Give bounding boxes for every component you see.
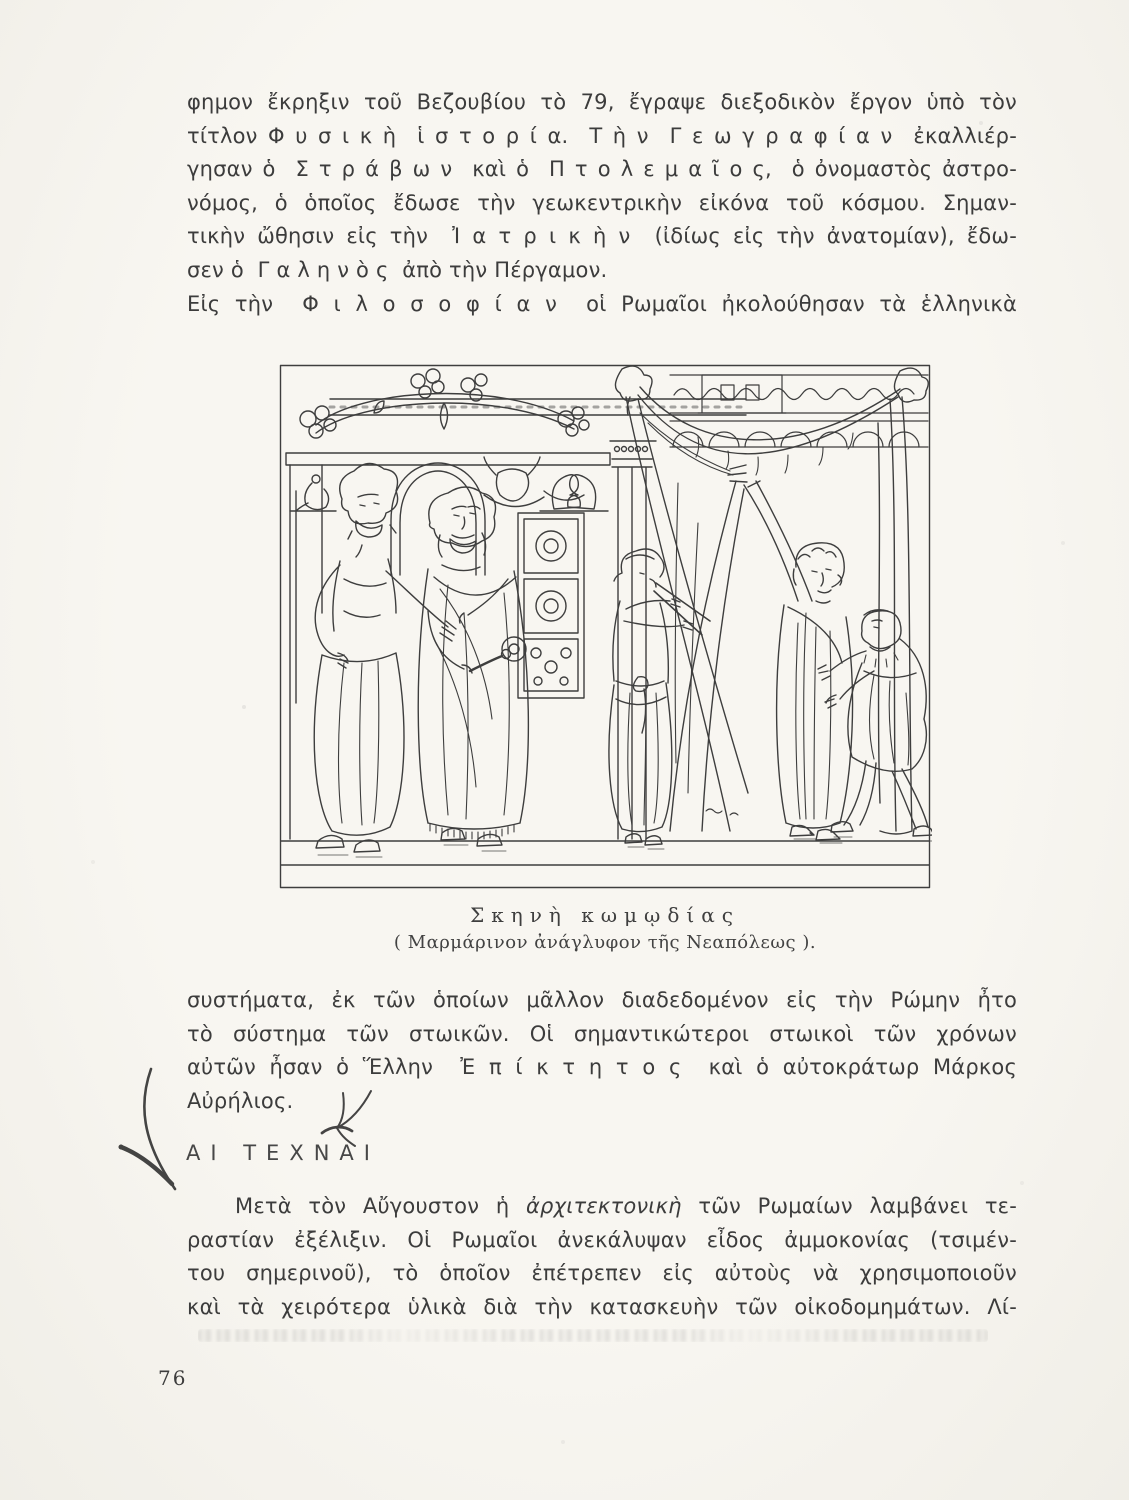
- text-line: νόμος, ὁ ὁποῖος ἔδωσε τὴν γεωκεντρικὴν εἰκόνα τοῦ κόσμου. Σημαν-: [187, 190, 1017, 215]
- figure-caption: [278, 903, 932, 953]
- text-line: τίτλον Φ υ σ ι κ ὴ ἱ σ τ ο ρ ί α. Τ ὴ ν Γ ε ω γ ρ α φ ί α ν ἐκαλλιέρ-: [187, 123, 1017, 148]
- section-heading: ΑΙ ΤΕΧΝΑΙ: [186, 1141, 380, 1165]
- paper-speckles: [0, 0, 2, 2]
- text-line: Εἰς τὴν Φ ι λ ο σ ο φ ί α ν οἱ Ρωμαῖοι ἠκολούθησαν τὰ ἑλληνικὰ: [187, 291, 1017, 316]
- text-segment: τῶν Ρωμαίων λαμβάνει τε-: [681, 1194, 1017, 1218]
- text-segment: Μετὰ τὸν Αὔγουστον ἡ: [235, 1194, 526, 1218]
- text-line: καὶ τὰ χειρότερα ὑλικὰ διὰ τὴν κατασκευὴν τῶν οἰκοδομημάτων. Λί-: [187, 1294, 1017, 1319]
- paragraph-continuation-top: [187, 86, 1017, 321]
- figure-caption-source: ( Μαρμάρινον ἀνάγλυφον τῆς Νεαπόλεως ).: [393, 932, 817, 953]
- figure-illustration: [278, 363, 932, 890]
- rosette-cluster-right: [558, 407, 589, 436]
- text-line: [187, 1190, 1017, 1224]
- bleed-through-text: [198, 1329, 988, 1342]
- inline-checkmark: [322, 1127, 352, 1133]
- text-line: τὸ σύστημα τῶν στωικῶν. Οἱ σημαντικώτεροι στωικοὶ τῶν χρόνων: [187, 1021, 1017, 1046]
- margin-checkmark-barb: [121, 1147, 172, 1184]
- text-line: τικὴν ὤθησιν εἰς τὴν Ἰ α τ ρ ι κ ὴ ν (ἰδίως εἰς τὴν ἀνατομίαν), ἔδω-: [187, 224, 1017, 249]
- figure-caption-title: Σκηνὴ κωμῳδίας: [470, 903, 740, 927]
- rosette-cluster-left: [300, 406, 336, 438]
- text-line: συστήματα, ἐκ τῶν ὁποίων μᾶλλον διαδεδομένον εἰς τὴν Ρώμην ἦτο: [187, 988, 1017, 1012]
- text-line: του σημερινοῦ), τὸ ὁποῖον ἐπέτρεπεν εἰς αὐτοὺς νὰ χρησιμοποιοῦν: [187, 1261, 1017, 1286]
- paragraph-2: [187, 288, 1017, 322]
- text-line: γησαν ὁ Σ τ ρ ά β ω ν καὶ ὁ Π τ ο λ ε μ α ῖ ο ς, ὁ ὀνομαστὸς ἀστρο-: [187, 157, 1017, 182]
- margin-checkmark: [144, 1069, 175, 1189]
- text-line: Αὐρήλιος.: [187, 1088, 294, 1113]
- rosette-cluster-center: [411, 369, 487, 401]
- text-line: ραστίαν ἐξέλιξιν. Οἱ Ρωμαῖοι ἀνεκάλυψαν εἶδος ἀμμοκονίας (τσιμέν-: [187, 1227, 1017, 1252]
- paragraph-1: [187, 86, 1017, 288]
- text-line: φημον ἔκρηξιν τοῦ Βεζουβίου τὸ 79, ἔγραψε διεξοδικὸν ἔργον ὑπὸ τὸν: [187, 90, 1017, 114]
- text-line: σεν ὁ Γ α λ η ν ὸ ς ἀπὸ τὴν Πέργαμον.: [187, 257, 608, 282]
- paragraph-3: [187, 984, 1017, 1118]
- comedy-scene-engraving: [278, 363, 932, 890]
- text-line: αὐτῶν ἦσαν ὁ Ἕλλην Ἐ π ί κ τ η τ ο ς καὶ ὁ αὐτοκράτωρ Μάρκος: [187, 1055, 1017, 1080]
- italic-text-segment: ἀρχιτεκτονικὴ: [526, 1194, 682, 1218]
- paragraph-4: [187, 1190, 1017, 1324]
- page-number: 76: [158, 1366, 188, 1390]
